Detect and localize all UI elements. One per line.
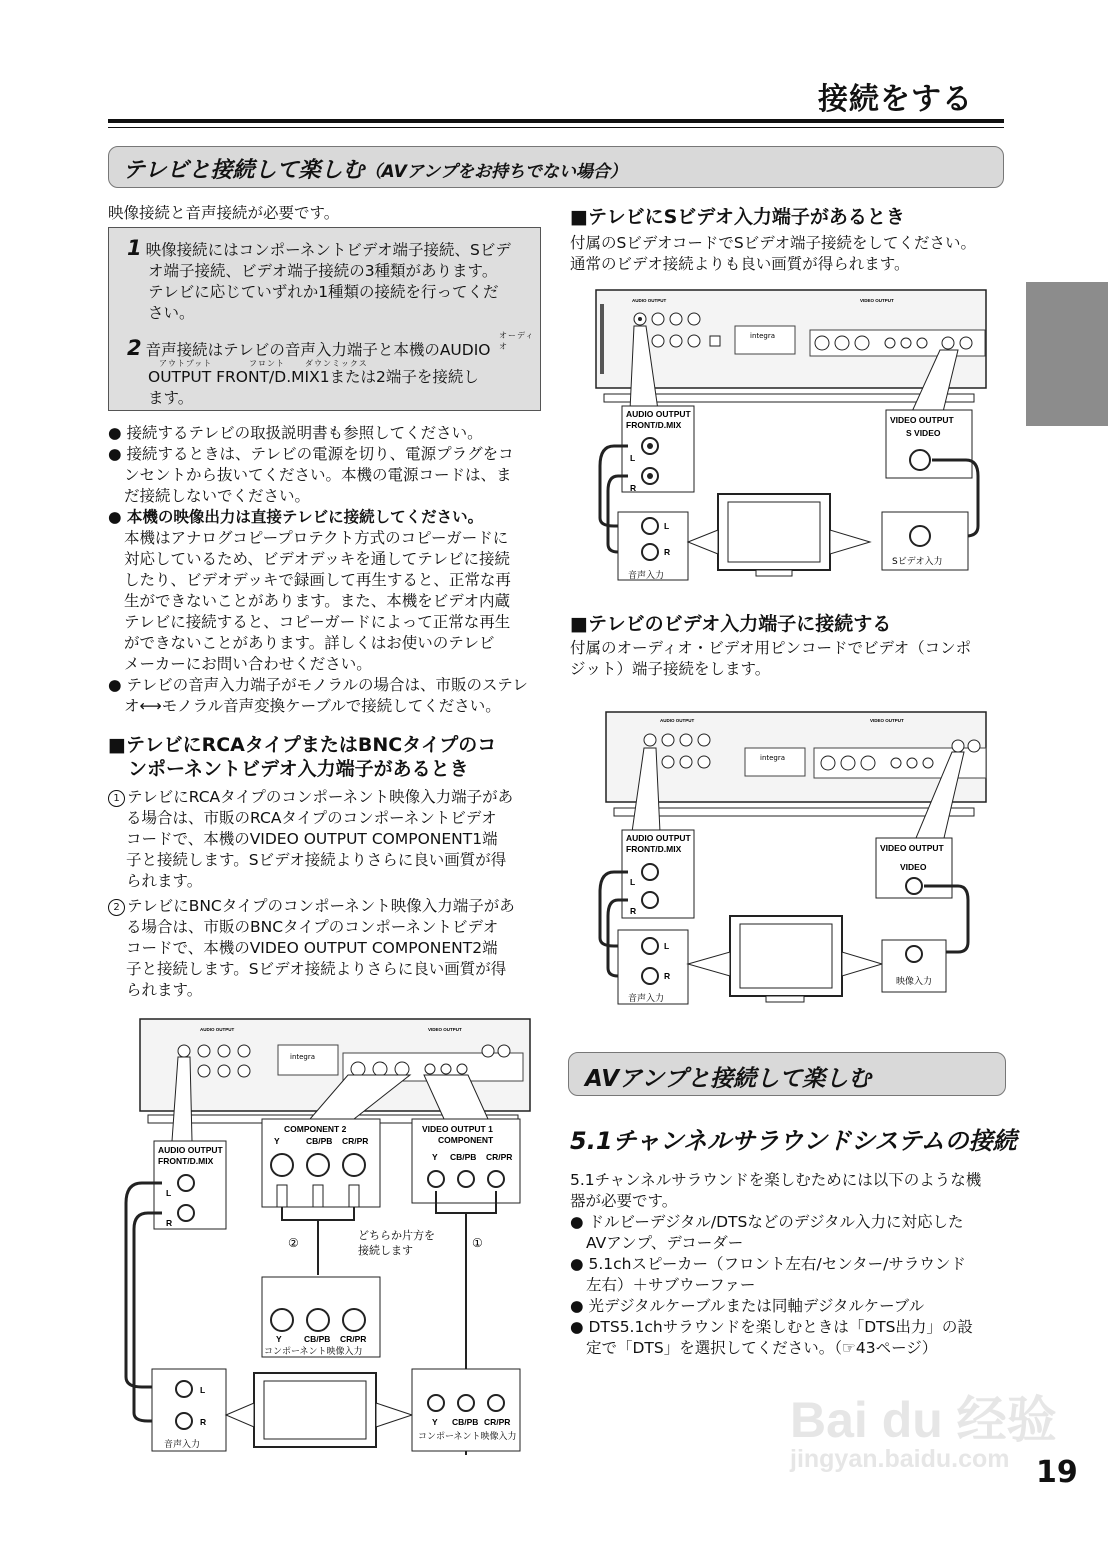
svg-text:COMPONENT 2: COMPONENT 2	[284, 1124, 347, 1134]
rca-items	[108, 787, 544, 1001]
step-line: OUTPUT FRONT/D.MIX1または2端子を接続し	[148, 368, 479, 386]
svg-text:integra: integra	[750, 332, 776, 340]
svg-text:音声入力: 音声入力	[628, 571, 665, 581]
video-diagram	[570, 708, 990, 1008]
list-item: ● ドルビーデジタル/DTSなどのデジタル入力に対応した AVアンプ、デコーダー	[570, 1213, 964, 1252]
svg-text:VIDEO OUTPUT: VIDEO OUTPUT	[880, 843, 944, 853]
step-line: ます。	[148, 389, 194, 407]
list-item: 1 テレビにRCAタイプのコンポーネント映像入力端子があ る場合は、市販のRCAタイプのコンポーネントビデオ コードで、本機のVIDEO OUTPUT COMPONENT1端 子と接続します。Sビデオ接続よりさらに良い画質が得 られます。	[108, 787, 544, 892]
section51-body	[570, 1170, 1006, 1359]
ruby-audio: オーディオ	[499, 331, 535, 351]
svg-text:VIDEO OUTPUT: VIDEO OUTPUT	[428, 1027, 462, 1032]
page-number: 19	[1036, 1455, 1078, 1490]
svg-text:L: L	[664, 521, 670, 531]
video-text: 付属のオーディオ・ビデオ用ピンコードでビデオ（コンポ ジット）端子接続をします。	[570, 639, 972, 678]
svg-text:コンポーネント映像入力: コンポーネント映像入力	[418, 1432, 517, 1442]
svg-text:VIDEO OUTPUT 1: VIDEO OUTPUT 1	[422, 1124, 493, 1134]
step-line: オ端子接続、ビデオ端子接続の3種類があります。	[148, 262, 498, 280]
svg-text:AUDIO OUTPUT: AUDIO OUTPUT	[626, 833, 691, 843]
step-2	[127, 338, 527, 409]
page-title: 接続をする	[818, 82, 973, 117]
svg-text:FRONT/D.MIX: FRONT/D.MIX	[626, 844, 682, 854]
svg-text:Y: Y	[432, 1152, 438, 1162]
svg-text:CB/PB: CB/PB	[450, 1152, 477, 1162]
section-banner-av	[568, 1052, 1006, 1096]
rca-heading: ■テレビにRCAタイプまたはBNCタイプのコ ンポーネントビデオ入力端子があるとき	[108, 734, 497, 780]
section51-intro: 5.1チャンネルサラウンドを楽しむためには以下のような機 器が必要です。	[570, 1171, 982, 1210]
svg-text:Y: Y	[276, 1334, 282, 1344]
svg-text:L: L	[664, 941, 670, 951]
svg-text:AUDIO OUTPUT: AUDIO OUTPUT	[626, 409, 691, 419]
list-item: ● 接続するときは、テレビの電源を切り、電源プラグをコ ンセントから抜いてください。本機の電源コードは、ま だ接続しないでください。	[108, 445, 514, 505]
tv-icon	[254, 1373, 376, 1447]
watermark-logo: Bai du 经验	[790, 1392, 1057, 1448]
list-item: ● 光デジタルケーブルまたは同軸デジタルケーブル	[570, 1297, 925, 1315]
svg-text:CR/PR: CR/PR	[484, 1417, 511, 1427]
svg-text:integra: integra	[290, 1053, 316, 1061]
step-line: 映像接続にはコンポーネントビデオ端子接続、Sビデ	[145, 241, 511, 259]
watermark-url: jingyan.baidu.com	[790, 1445, 1010, 1473]
svg-text:CB/PB: CB/PB	[304, 1334, 331, 1344]
svg-text:①: ①	[472, 1236, 483, 1250]
ruby-front: フロント	[249, 359, 285, 368]
svg-text:AUDIO OUTPUT: AUDIO OUTPUT	[158, 1145, 223, 1155]
banner-sub-text: （AVアンプをお持ちでない場合）	[364, 162, 627, 182]
player-rear-panel	[606, 712, 986, 816]
step-line: さい。	[148, 304, 195, 322]
svg-text:Y: Y	[432, 1417, 438, 1427]
svg-text:CB/PB: CB/PB	[452, 1417, 479, 1427]
svg-text:S VIDEO: S VIDEO	[906, 428, 941, 438]
list-item: ● テレビの音声入力端子がモノラルの場合は、市販のステレ オ⟷モノラル音声変換ケーブルで接続してください。	[108, 676, 528, 715]
title-rule	[108, 119, 1004, 123]
svg-text:R: R	[664, 971, 671, 981]
svg-text:接続します: 接続します	[358, 1244, 413, 1257]
svg-text:映像入力: 映像入力	[896, 977, 933, 987]
list-item-detail: 本機はアナログコピープロテクト方式のコピーガードに 対応しているため、ビデオデッキを通してテレビに接続 したり、ビデオデッキで録画して再生すると、正常な再 生ができないことがあります。また、本機をビデオ内蔵 テレビに接続すると、コピーガードによって正常な再生 ができないことがあります。詳しくはお使いのテレビ メーカーにお問い合わせください。	[124, 529, 511, 673]
list-item: ● 本機の映像出力は直接テレビに接続してください。	[108, 508, 484, 526]
tv-icon	[718, 494, 830, 576]
svg-text:VIDEO: VIDEO	[900, 862, 927, 872]
svg-text:R: R	[200, 1417, 207, 1427]
svg-text:L: L	[200, 1385, 206, 1395]
step-line: 音声接続はテレビの音声入力端子と本機のAUDIO	[145, 341, 491, 359]
svg-text:音声入力: 音声入力	[628, 994, 665, 1004]
list-item: 2 テレビにBNCタイプのコンポーネント映像入力端子があ る場合は、市販のBNCタイプのコンポーネントビデオ コードで、本機のVIDEO OUTPUT COMPONENT2端 子と接続します。Sビデオ接続よりさらに良い画質が得 られます。	[108, 896, 544, 1001]
side-tab	[1026, 282, 1108, 426]
video-heading: ■テレビのビデオ入力端子に接続する	[570, 613, 892, 635]
step-line: テレビに応じていずれか1種類の接続を行ってくだ	[148, 283, 499, 301]
svg-text:Y: Y	[274, 1136, 280, 1146]
svg-text:コンポーネント映像入力: コンポーネント映像入力	[264, 1347, 363, 1357]
svideo-diagram	[570, 286, 990, 586]
svg-text:L: L	[630, 453, 636, 463]
svg-text:AUDIO OUTPUT: AUDIO OUTPUT	[660, 718, 695, 723]
section-banner-tv	[108, 146, 1004, 188]
svg-text:②: ②	[288, 1236, 299, 1250]
svg-text:integra: integra	[760, 754, 786, 762]
intro-text: 映像接続と音声接続が必要です。	[108, 204, 340, 222]
svg-text:VIDEO OUTPUT: VIDEO OUTPUT	[890, 415, 954, 425]
steps-box	[108, 227, 541, 411]
svg-text:R: R	[630, 906, 637, 916]
svg-text:AUDIO OUTPUT: AUDIO OUTPUT	[632, 298, 667, 303]
step-number: 1	[127, 236, 142, 260]
svg-text:CR/PR: CR/PR	[340, 1334, 367, 1344]
svg-text:CB/PB: CB/PB	[306, 1136, 333, 1146]
banner-main-text: AVアンプと接続して楽しむ	[585, 1066, 872, 1092]
list-item: ● 5.1chスピーカー（フロント左右/センター/サラウンド 左右）＋サブウーファー	[570, 1255, 966, 1294]
svideo-text: 付属のSビデオコードでSビデオ端子接続をしてください。 通常のビデオ接続よりも良い画質が得られます。	[570, 234, 976, 273]
svg-text:AUDIO OUTPUT: AUDIO OUTPUT	[200, 1027, 235, 1032]
list-item: ● DTS5.1chサラウンドを楽しむときは「DTS出力」の設 定で「DTS」を選択してください。（☞43ページ）	[570, 1318, 973, 1357]
svg-text:COMPONENT: COMPONENT	[438, 1135, 494, 1145]
svg-text:FRONT/D.MIX: FRONT/D.MIX	[626, 420, 682, 430]
svg-text:CR/PR: CR/PR	[486, 1152, 513, 1162]
tv-icon	[730, 916, 842, 1002]
svg-text:R: R	[630, 483, 637, 493]
svg-text:L: L	[630, 877, 636, 887]
component-diagram	[138, 1015, 530, 1455]
title-rule-thin	[108, 127, 1004, 128]
ruby-dmix: ダウンミックス	[305, 359, 368, 368]
svg-text:R: R	[166, 1218, 173, 1228]
list-item: ● 接続するテレビの取扱説明書も参照してください。	[108, 424, 483, 442]
svg-text:CR/PR: CR/PR	[342, 1136, 369, 1146]
banner-main-text: テレビと接続して楽しむ	[123, 158, 365, 183]
step-number: 2	[127, 336, 142, 360]
svg-text:L: L	[166, 1188, 172, 1198]
svg-text:音声入力: 音声入力	[164, 1440, 201, 1450]
step-1	[127, 238, 527, 324]
svg-text:R: R	[664, 547, 671, 557]
ruby-output: アウトプット	[159, 359, 213, 368]
notes-list	[108, 423, 544, 717]
svg-text:VIDEO OUTPUT: VIDEO OUTPUT	[860, 298, 894, 303]
section51-heading: 5.1チャンネルサラウンドシステムの接続	[570, 1127, 1017, 1155]
svg-text:どちらか片方を: どちらか片方を	[358, 1229, 435, 1242]
svg-text:Sビデオ入力: Sビデオ入力	[892, 557, 943, 567]
svideo-heading: ■テレビにSビデオ入力端子があるとき	[570, 206, 905, 228]
svg-text:VIDEO OUTPUT: VIDEO OUTPUT	[870, 718, 904, 723]
svg-text:FRONT/D.MIX: FRONT/D.MIX	[158, 1156, 214, 1166]
